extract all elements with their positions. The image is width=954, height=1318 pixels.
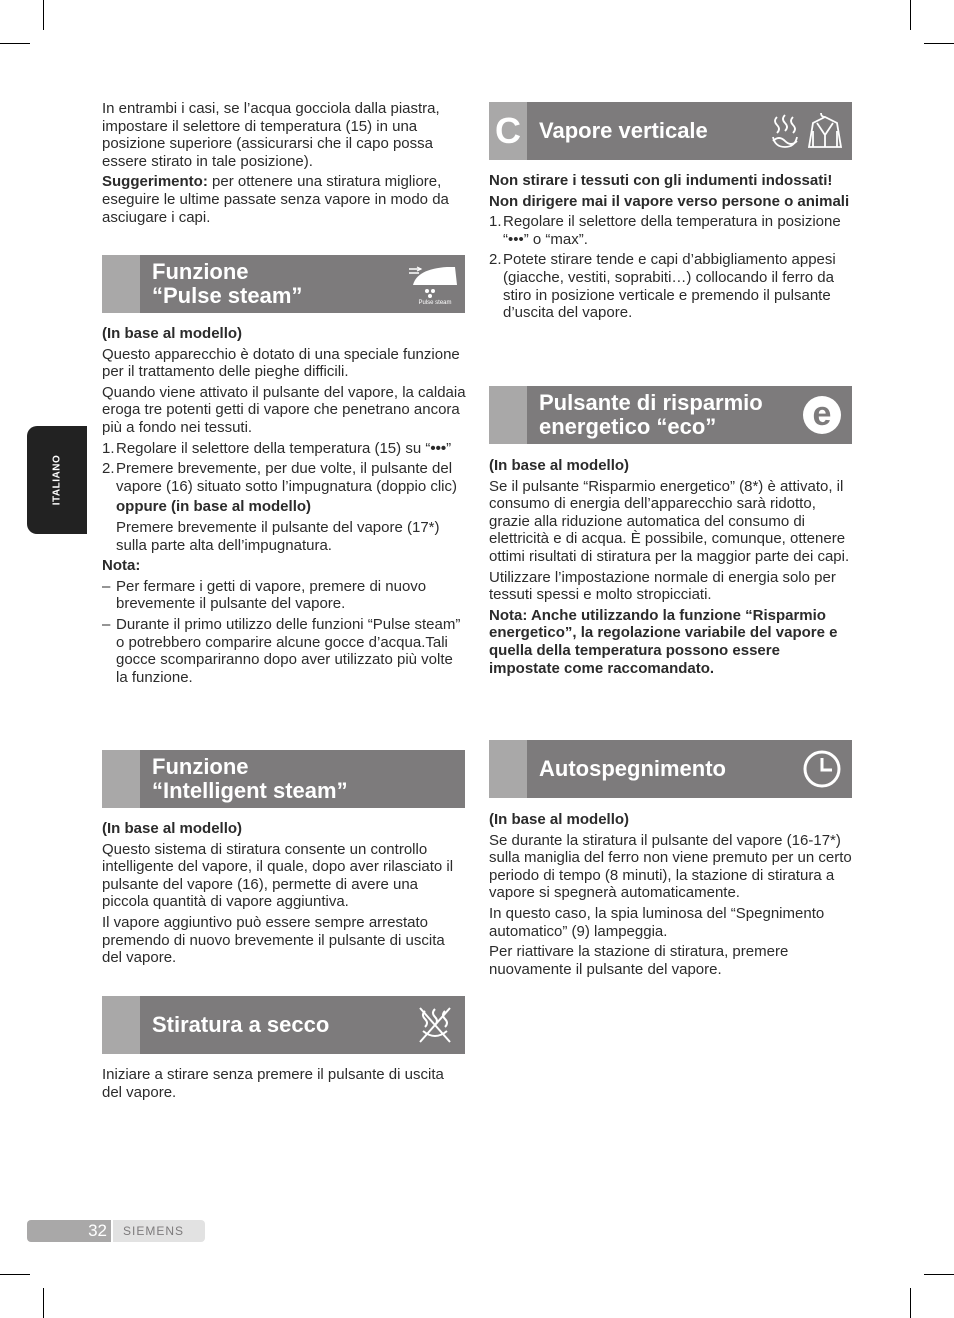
- section-header-pulse-steam: [102, 255, 465, 313]
- vertical-steam-icon: [766, 102, 852, 160]
- page-number: 32: [27, 1220, 111, 1242]
- paragraph: In questo caso, la spia luminosa del “Spegnimento automatico” (9) lampeggia.: [489, 904, 825, 940]
- page-footer: [27, 1220, 205, 1242]
- warning: Non dirigere mai il vapore verso persone o animali: [489, 192, 850, 210]
- paragraph: Quando viene attivato il pulsante del vapore, la caldaia eroga tre potenti getti di vapore che penetrano ancora più a fondo nei tessuti.: [102, 383, 466, 436]
- note-text: Per fermare i getti di vapore, premere di nuovo brevemente il pulsante del vapore.: [116, 577, 427, 613]
- section-tab: [102, 750, 140, 808]
- section-title-line1: Funzione: [152, 754, 249, 779]
- paragraph: Se il pulsante “Risparmio energetico” (8*) è attivato, il consumo di energia dell’apparecchio sarà ridotto, grazie alla riduzione automatica del consumo di elettricità e di acqua. È possibile, comunque, ottenere ottimi risultati di stiratura per la maggior parte dei capi.: [489, 477, 850, 565]
- section-header-auto-off: [489, 740, 852, 798]
- model-note: (In base al modello): [489, 811, 630, 828]
- list-item: [102, 440, 466, 458]
- paragraph: Utilizzare l’impostazione normale di energia solo per tessuti spessi e molto stropicciati.: [489, 568, 836, 604]
- section-header-dry-ironing: [102, 996, 465, 1054]
- crop-mark: [910, 1288, 911, 1318]
- crop-mark: [910, 0, 911, 30]
- section-tab: [489, 102, 527, 160]
- warning: Non stirare i tessuti con gli indumenti indossati!: [489, 172, 833, 189]
- brand-name: SIEMENS: [113, 1220, 205, 1242]
- tip-text: per ottenere una stiratura migliore, eseguire le ultime passate senza vapore in modo da asciugare i capi.: [102, 173, 449, 226]
- tip-paragraph: [102, 173, 466, 226]
- section-header-intelligent-steam: [102, 750, 465, 808]
- crop-mark: [0, 43, 30, 44]
- list-text: Potete stirare tende e capi d’abbigliamento appesi (giacche, vestiti, soprabiti…) collocando il ferro da stiro in posizione verticale e premendo il pulsante d’uscita del vapore.: [503, 251, 836, 322]
- section-header-eco: [489, 386, 852, 444]
- section-tab: [102, 996, 140, 1054]
- paragraph: Iniziare a stirare senza premere il pulsante di uscita del vapore.: [102, 1066, 444, 1101]
- tip-label: Suggerimento:: [102, 173, 208, 191]
- pulse-steam-body: [102, 325, 466, 689]
- intro-text: [102, 100, 466, 229]
- eco-body: [489, 457, 853, 680]
- note-label: Nota:: [102, 557, 141, 575]
- model-note: (In base al modello): [102, 325, 243, 342]
- vertical-steam-body: [489, 172, 853, 325]
- crop-mark: [0, 1274, 30, 1275]
- section-title: [140, 260, 405, 308]
- note-text: Durante il primo utilizzo delle funzioni “Pulse steam” o potrebbero comparire alcune gocce d’acqua.Tali gocce scompariranno dopo aver utilizzato più volte la funzione.: [116, 615, 461, 686]
- section-title-line1: Pulsante di risparmio: [539, 390, 763, 415]
- note: Nota: Anche utilizzando la funzione “Risparmio energetico”, la regolazione variabile del vapore e quella della temperatura possono essere impostate come raccomandato.: [489, 606, 838, 677]
- crop-mark: [924, 43, 954, 44]
- crop-mark: [43, 0, 44, 30]
- clock-icon: [792, 740, 852, 798]
- paragraph: Questo sistema di stiratura consente un controllo intelligente del vapore, il quale, dopo aver rilasciato il pulsante del vapore (16), permette di avere una piccola quantità di vapore aggiuntiva.: [102, 840, 454, 911]
- dash: –: [102, 615, 111, 633]
- crop-mark: [924, 1274, 954, 1275]
- list-text: Premere brevemente, per due volte, il pulsante del vapore (16) situato sotto l’impugnatura (doppio clic): [116, 460, 458, 495]
- section-title: [140, 755, 465, 803]
- dry-ironing-body: [102, 1066, 466, 1104]
- intro-paragraph: In entrambi i casi, se l’acqua gocciola dalla piastra, impostare il selettore di temperatura (15) in una posizione superiore (assicurarsi che il capo possa essere stirato in tale posizione).: [102, 100, 440, 170]
- paragraph: Questo apparecchio è dotato di una speciale funzione per il trattamento delle pieghe difficili.: [102, 345, 460, 381]
- language-tab-label: ITALIANO: [51, 454, 63, 506]
- temperature-dots: •••: [430, 439, 447, 457]
- no-steam-icon: [405, 996, 465, 1054]
- paragraph: Il vapore aggiuntivo può essere sempre arrestato premendo di nuovo brevemente il pulsante di uscita del vapore.: [102, 913, 445, 967]
- or-text: Premere brevemente il pulsante del vapore (17*) sulla parte alta dell’impugnatura.: [116, 518, 440, 554]
- dash: –: [102, 577, 111, 595]
- note-item: [102, 616, 466, 686]
- section-header-vertical-steam: [489, 102, 852, 160]
- model-note: (In base al modello): [102, 820, 243, 837]
- list-text: Regolare il selettore della temperatura (15) su “: [116, 439, 431, 457]
- list-text: Regolare il selettore della temperatura in posizione “•••” o “max”.: [503, 213, 841, 248]
- eco-icon: [792, 386, 852, 444]
- tab-letter: C: [495, 110, 521, 151]
- list-number: 1.: [489, 213, 502, 231]
- section-title: Vapore verticale: [539, 118, 708, 143]
- auto-off-body: [489, 811, 853, 981]
- list-item: [489, 213, 853, 248]
- section-title-line2: “Pulse steam”: [152, 283, 303, 308]
- section-title-line2: energetico “eco”: [539, 414, 717, 439]
- section-title: Stiratura a secco: [152, 1012, 330, 1037]
- note-item: [102, 578, 466, 613]
- language-tab: [27, 426, 87, 534]
- list-item: [102, 460, 466, 495]
- paragraph: Per riattivare la stazione di stiratura, premere nuovamente il pulsante del vapore.: [489, 943, 789, 978]
- intelligent-steam-body: [102, 820, 466, 970]
- section-tab: [489, 386, 527, 444]
- list-number: 2.: [102, 460, 115, 478]
- section-title-line2: “Intelligent steam”: [152, 778, 348, 803]
- section-title: [527, 391, 792, 439]
- list-item: [489, 251, 853, 321]
- section-tab: [489, 740, 527, 798]
- crop-mark: [43, 1288, 44, 1318]
- list-number: 1.: [102, 439, 115, 457]
- eco-icon-letter: e: [803, 396, 841, 434]
- pulse-steam-icon-label: Pulse steam: [418, 300, 452, 305]
- list-text-end: ”: [446, 439, 452, 457]
- section-title-line1: Funzione: [152, 259, 249, 284]
- model-note: (In base al modello): [489, 457, 630, 474]
- pulse-steam-icon: [405, 255, 465, 313]
- list-number: 2.: [489, 251, 502, 269]
- or-label: oppure (in base al modello): [116, 498, 312, 516]
- section-tab: [102, 255, 140, 313]
- paragraph: Se durante la stiratura il pulsante del vapore (16-17*) sulla maniglia del ferro non viene premuto per un certo periodo di tempo (8 minuti), la stazione di stiratura a vapore si spegnerà automaticamente.: [489, 831, 852, 902]
- section-title: Autospegnimento: [539, 756, 726, 781]
